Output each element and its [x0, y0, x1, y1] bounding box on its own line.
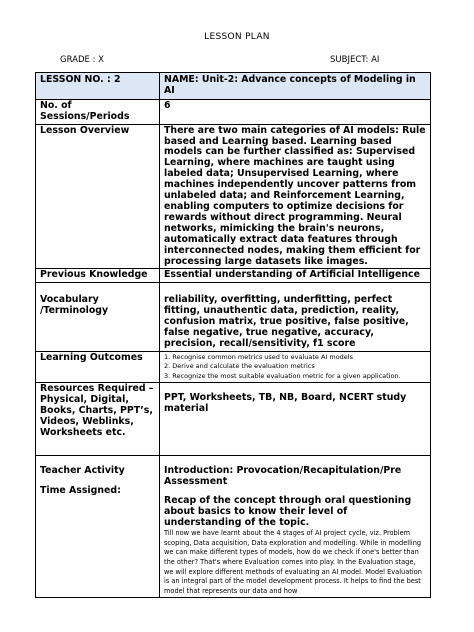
- sessions-row: [36, 99, 431, 124]
- resources-text: PPT, Worksheets, TB, NB, Board, NCERT study material: [164, 392, 407, 414]
- sessions-value: 6: [160, 99, 431, 124]
- vocabulary-row: [36, 283, 431, 352]
- time-assigned-label: Time Assigned:: [40, 484, 121, 496]
- previous-knowledge-row: [36, 269, 431, 283]
- learning-outcomes-list: [160, 351, 431, 382]
- subject-label: SUBJECT: AI: [330, 55, 380, 65]
- teacher-activity-row: [36, 455, 431, 598]
- learning-outcomes-label: Learning Outcomes: [36, 351, 160, 382]
- lesson-plan-table: [35, 72, 431, 598]
- outcome-item: 2. Derive and calculate the evaluation metrics: [164, 362, 315, 371]
- evaluation-body-text: Till now we have learnt about the 4 stages of AI project cycle, viz. Problem scoping, Data acquisition, Data exploration and modelling. While in modelling we can make different types of models, how do we check if one's better than the other? That's where Evaluation comes into play. In the Evaluation stage, we will explore different methods of evaluating an AI model. Model Evaluation is an integral part of the model development process. It helps to find the best model that represents our data and how: [164, 529, 422, 595]
- outcome-item: 1. Recognise common metrics used to evaluate AI models: [164, 352, 354, 361]
- grade-label: GRADE : X: [60, 55, 104, 65]
- lesson-name-cell: NAME: Unit-2: Advance concepts of Modeling in AI: [160, 73, 431, 100]
- outcome-item: 3. Recognize the most suitable evaluation metric for a given application.: [164, 371, 401, 380]
- learning-outcomes-row: [36, 351, 431, 382]
- vocabulary-label: Vocabulary /Terminology: [40, 294, 109, 317]
- vocabulary-text: reliability, overfitting, underfitting, perfect fitting, unauthentic data, prediction, reality, confusion matrix, true positive, false positive, false negative, true negative, accuracy, precision, recall/sensitivity, f1 score: [164, 294, 409, 349]
- previous-knowledge-text: Essential understanding of Artificial Intelligence: [160, 269, 431, 283]
- introduction-heading: Introduction: Provocation/Recapitulation/Pre Assessment: [164, 464, 402, 487]
- header-row: [36, 73, 431, 100]
- overview-label: Lesson Overview: [36, 124, 160, 269]
- overview-row: [36, 124, 431, 269]
- lesson-number-cell: LESSON NO. : 2: [36, 73, 160, 100]
- sessions-label: No. of Sessions/Periods: [36, 99, 160, 124]
- previous-knowledge-label: Previous Knowledge: [36, 269, 160, 283]
- document-title: LESSON PLAN: [204, 32, 270, 42]
- recap-text: Recap of the concept through oral questioning about basics to know their level of understanding of the topic.: [164, 495, 412, 529]
- overview-text: There are two main categories of AI models: Rule based and Learning based. Learning based models can be further classified as: Supervised Learning, where machines are taught using labeled data; Unsupervised Learning, where machines independently uncover patterns from unlabeled data; and Reinforcement Learning, enabling computers to optimize decisions for rewards without direct programming. Neural networks, mimicking the brain's neurons, automatically extract data features through interconnected nodes, making them efficient for processing large datasets like images.: [160, 124, 431, 269]
- resources-row: [36, 383, 431, 456]
- teacher-activity-label: Teacher Activity: [40, 464, 125, 476]
- resources-label: Resources Required – Physical, Digital, Books, Charts, PPT’s, Videos, Weblinks, Worksheets etc.: [36, 383, 160, 456]
